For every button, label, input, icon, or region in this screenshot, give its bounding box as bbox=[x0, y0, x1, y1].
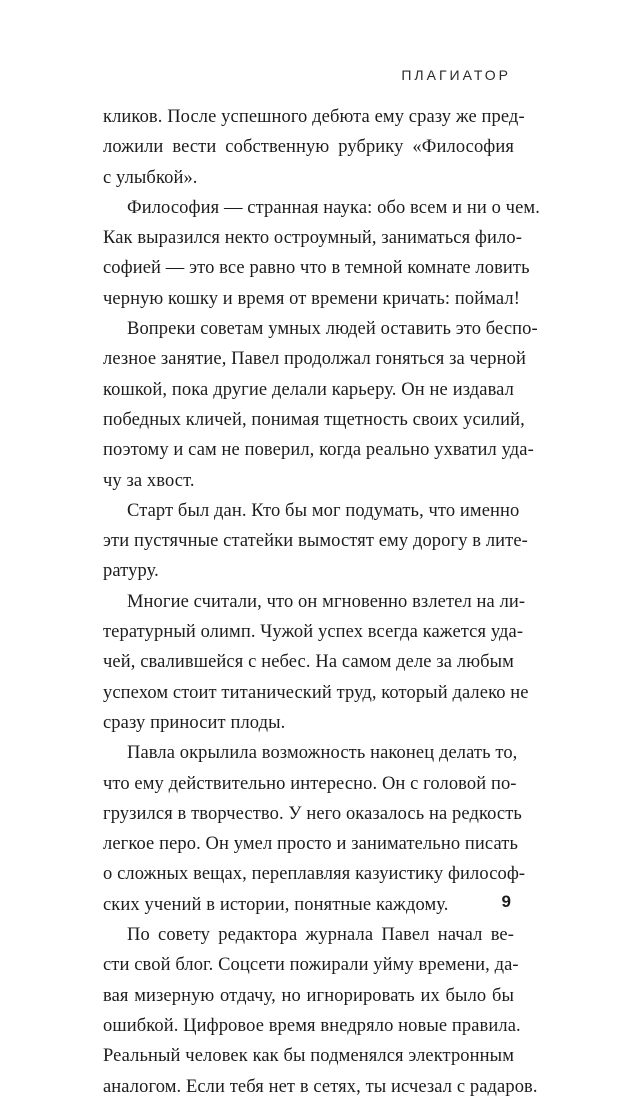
text-line: Философия — странная наука: обо всем и ни о чем. bbox=[127, 197, 540, 218]
text-line: Как выразился некто остроумный, заниматься фило- bbox=[103, 228, 522, 249]
text-line: кошкой, пока другие делали карьеру. Он не издавал bbox=[103, 379, 514, 400]
text-line: чу за хвост. bbox=[103, 470, 195, 491]
paragraph bbox=[103, 496, 528, 587]
text-line: ошибкой. Цифровое время внедряло новые правила. bbox=[103, 1015, 521, 1036]
body-text bbox=[103, 102, 540, 1102]
text-line: кликов. После успешного дебюта ему сразу же пред- bbox=[103, 107, 525, 127]
text-line: тературный олимп. Чужой успех всегда кажется уда- bbox=[103, 622, 524, 643]
text-line: сразу приносит плоды. bbox=[103, 712, 286, 733]
page-number: 9 bbox=[501, 892, 511, 911]
text-line: что ему действительно интересно. Он с головой по- bbox=[103, 773, 517, 794]
text-line: Реальный человек как бы подменялся электронным bbox=[103, 1046, 514, 1067]
text-line: сти свой блог. Соцсети пожирали уйму времени, да- bbox=[103, 955, 519, 976]
text-line: ложили вести собственную рубрику «Философия bbox=[103, 137, 514, 158]
paragraph bbox=[103, 587, 529, 738]
paragraph bbox=[103, 314, 538, 496]
text-line: легкое перо. Он умел просто и занимательно писать bbox=[103, 834, 518, 855]
text-line: вая мизерную отдачу, но игнорировать их было бы bbox=[103, 985, 514, 1006]
text-line: аналогом. Если тебя нет в сетях, ты исчезал с радаров. bbox=[103, 1076, 538, 1097]
text-line: чей, свалившейся с небес. На самом деле за любым bbox=[103, 652, 514, 673]
running-header: ПЛАГИАТОР bbox=[401, 67, 511, 83]
text-line: поэтому и сам не поверил, когда реально ухватил уда- bbox=[103, 440, 534, 461]
text-line: с улыбкой». bbox=[103, 167, 198, 188]
paragraph bbox=[103, 193, 540, 314]
text-line: Павла окрылила возможность наконец делать то, bbox=[127, 743, 518, 764]
text-line: эти пустячные статейки вымостят ему дорогу в лите- bbox=[103, 531, 528, 552]
text-line: ских учений в истории, понятные каждому. bbox=[103, 894, 449, 915]
text-line: лезное занятие, Павел продолжал гоняться за черной bbox=[103, 349, 526, 370]
text-line: Вопреки советам умных людей оставить это беспо- bbox=[127, 319, 538, 340]
text-line: о сложных вещах, переплавляя казуистику философ- bbox=[103, 864, 526, 885]
text-line: По совету редактора журнала Павел начал ве- bbox=[127, 925, 514, 946]
text-line: победных кличей, понимая тщетность своих усилий, bbox=[103, 409, 525, 430]
text-line: Старт был дан. Кто бы мог подумать, что именно bbox=[127, 500, 520, 521]
paragraph bbox=[103, 738, 526, 920]
text-line: ратуру. bbox=[103, 561, 159, 582]
paragraph bbox=[103, 102, 525, 193]
paragraph bbox=[103, 920, 538, 1102]
text-line: грузился в творчество. У него оказалось на редкость bbox=[103, 803, 522, 824]
text-line: успехом стоит титанический труд, который далеко не bbox=[103, 682, 529, 703]
text-line: софией — это все равно что в темной комнате ловить bbox=[103, 258, 530, 279]
text-line: Многие считали, что он мгновенно взлетел на ли- bbox=[127, 591, 526, 612]
text-line: черную кошку и время от времени кричать: поймал! bbox=[103, 288, 520, 309]
